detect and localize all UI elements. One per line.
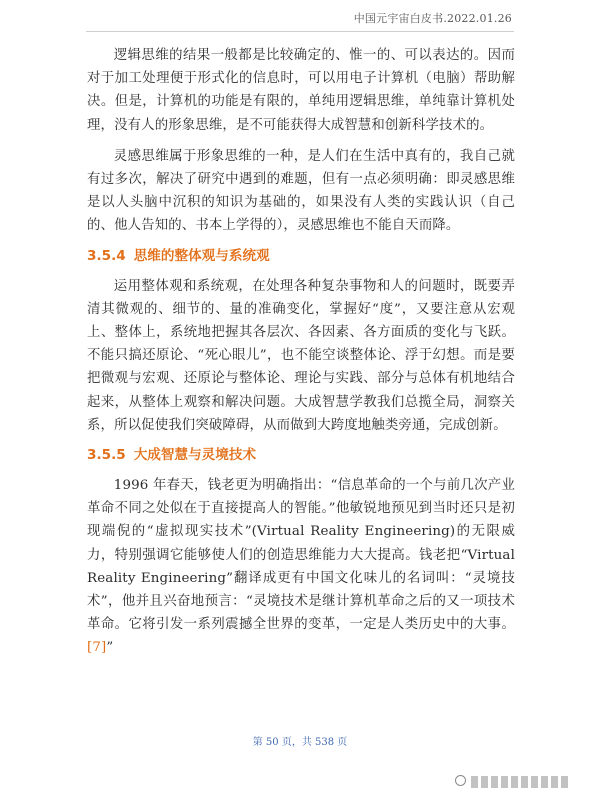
section-number: 3.5.5 (87, 447, 126, 464)
paragraph-text: 1996 年春天，钱老更为明确指出：“信息革命的一个与前几次产业革命不同之处似在于直接提高人的智能。”他敏锐地预见到当时还只是初现端倪的“虚拟现实技术”(Virtual Reality Engineering)的无限威力，特别强调它能够使人们的创造思维能力大大提高。钱老把“Virtual Reality Engineering”翻译成更有中国文化味儿的名词叫：“灵境技术”，他并且兴奋地预言：“灵境技术是继计算机革命之后的又一项技术革命。它将引发一系列震撼全世界的变革，一定是人类历史中的大事。 (87, 478, 515, 633)
paragraph-inspiration-thinking: 灵感思维属于形象思维的一种，是人们在生活中真有的，我自己就有过多次，解决了研究中遇到的难题，但有一点必须明确：即灵感思维是以人头脑中沉积的知识为基础的，如果没有人类的实践认识（自己的、他人告知的、书本上学得的），灵感思维也不能自天而降。 (87, 148, 515, 234)
source-watermark (455, 770, 575, 788)
section-title: 大成智慧与灵境技术 (133, 447, 257, 464)
paragraph-holistic-view: 运用整体观和系统观，在处理各种复杂事物和人的问题时，既要弄清其微观的、细节的、量的准确变化，掌握好“度”，又要注意从宏观上、整体上，系统地把握其各层次、各因素、各方面质的变化与飞跃。不能只搞还原论、“死心眼儿”，也不能空谈整体论、浮于幻想。而是要把微观与宏观、还原论与整体论、理论与实践、部分与总体有机地结合起来，从整体上观察和解决问题。大成智慧学教我们总揽全局，洞察关系，所以促使我们突破障碍，从而做到大跨度地触类旁通，完成创新。 (87, 278, 515, 433)
header-divider (86, 31, 514, 32)
page-number: 第 50 页，共 538 页 (252, 737, 348, 748)
section-heading-3-5-4 (87, 246, 515, 266)
running-header: 中国元宇宙白皮书.2022.01.26 (353, 12, 512, 25)
section-heading-3-5-5 (87, 445, 515, 465)
page-body (87, 44, 515, 668)
paragraph-virtual-reality (87, 474, 515, 660)
section-title: 思维的整体观与系统观 (133, 247, 270, 264)
closing-quote: ” (106, 640, 114, 656)
watermark-text (471, 776, 571, 788)
section-number: 3.5.4 (87, 247, 126, 264)
weibo-icon (455, 775, 466, 786)
citation-link[interactable]: [7] (87, 640, 107, 656)
paragraph-logical-thinking: 逻辑思维的结果一般都是比较确定的、惟一的、可以表达的。因而对于加工处理便于形式化的信息时，可以用电子计算机（电脑）帮助解决。但是，计算机的功能是有限的，单纯用逻辑思维，单纯靠计算机处理，没有人的形象思维，是不可能获得大成智慧和创新科学技术的。 (87, 48, 515, 133)
